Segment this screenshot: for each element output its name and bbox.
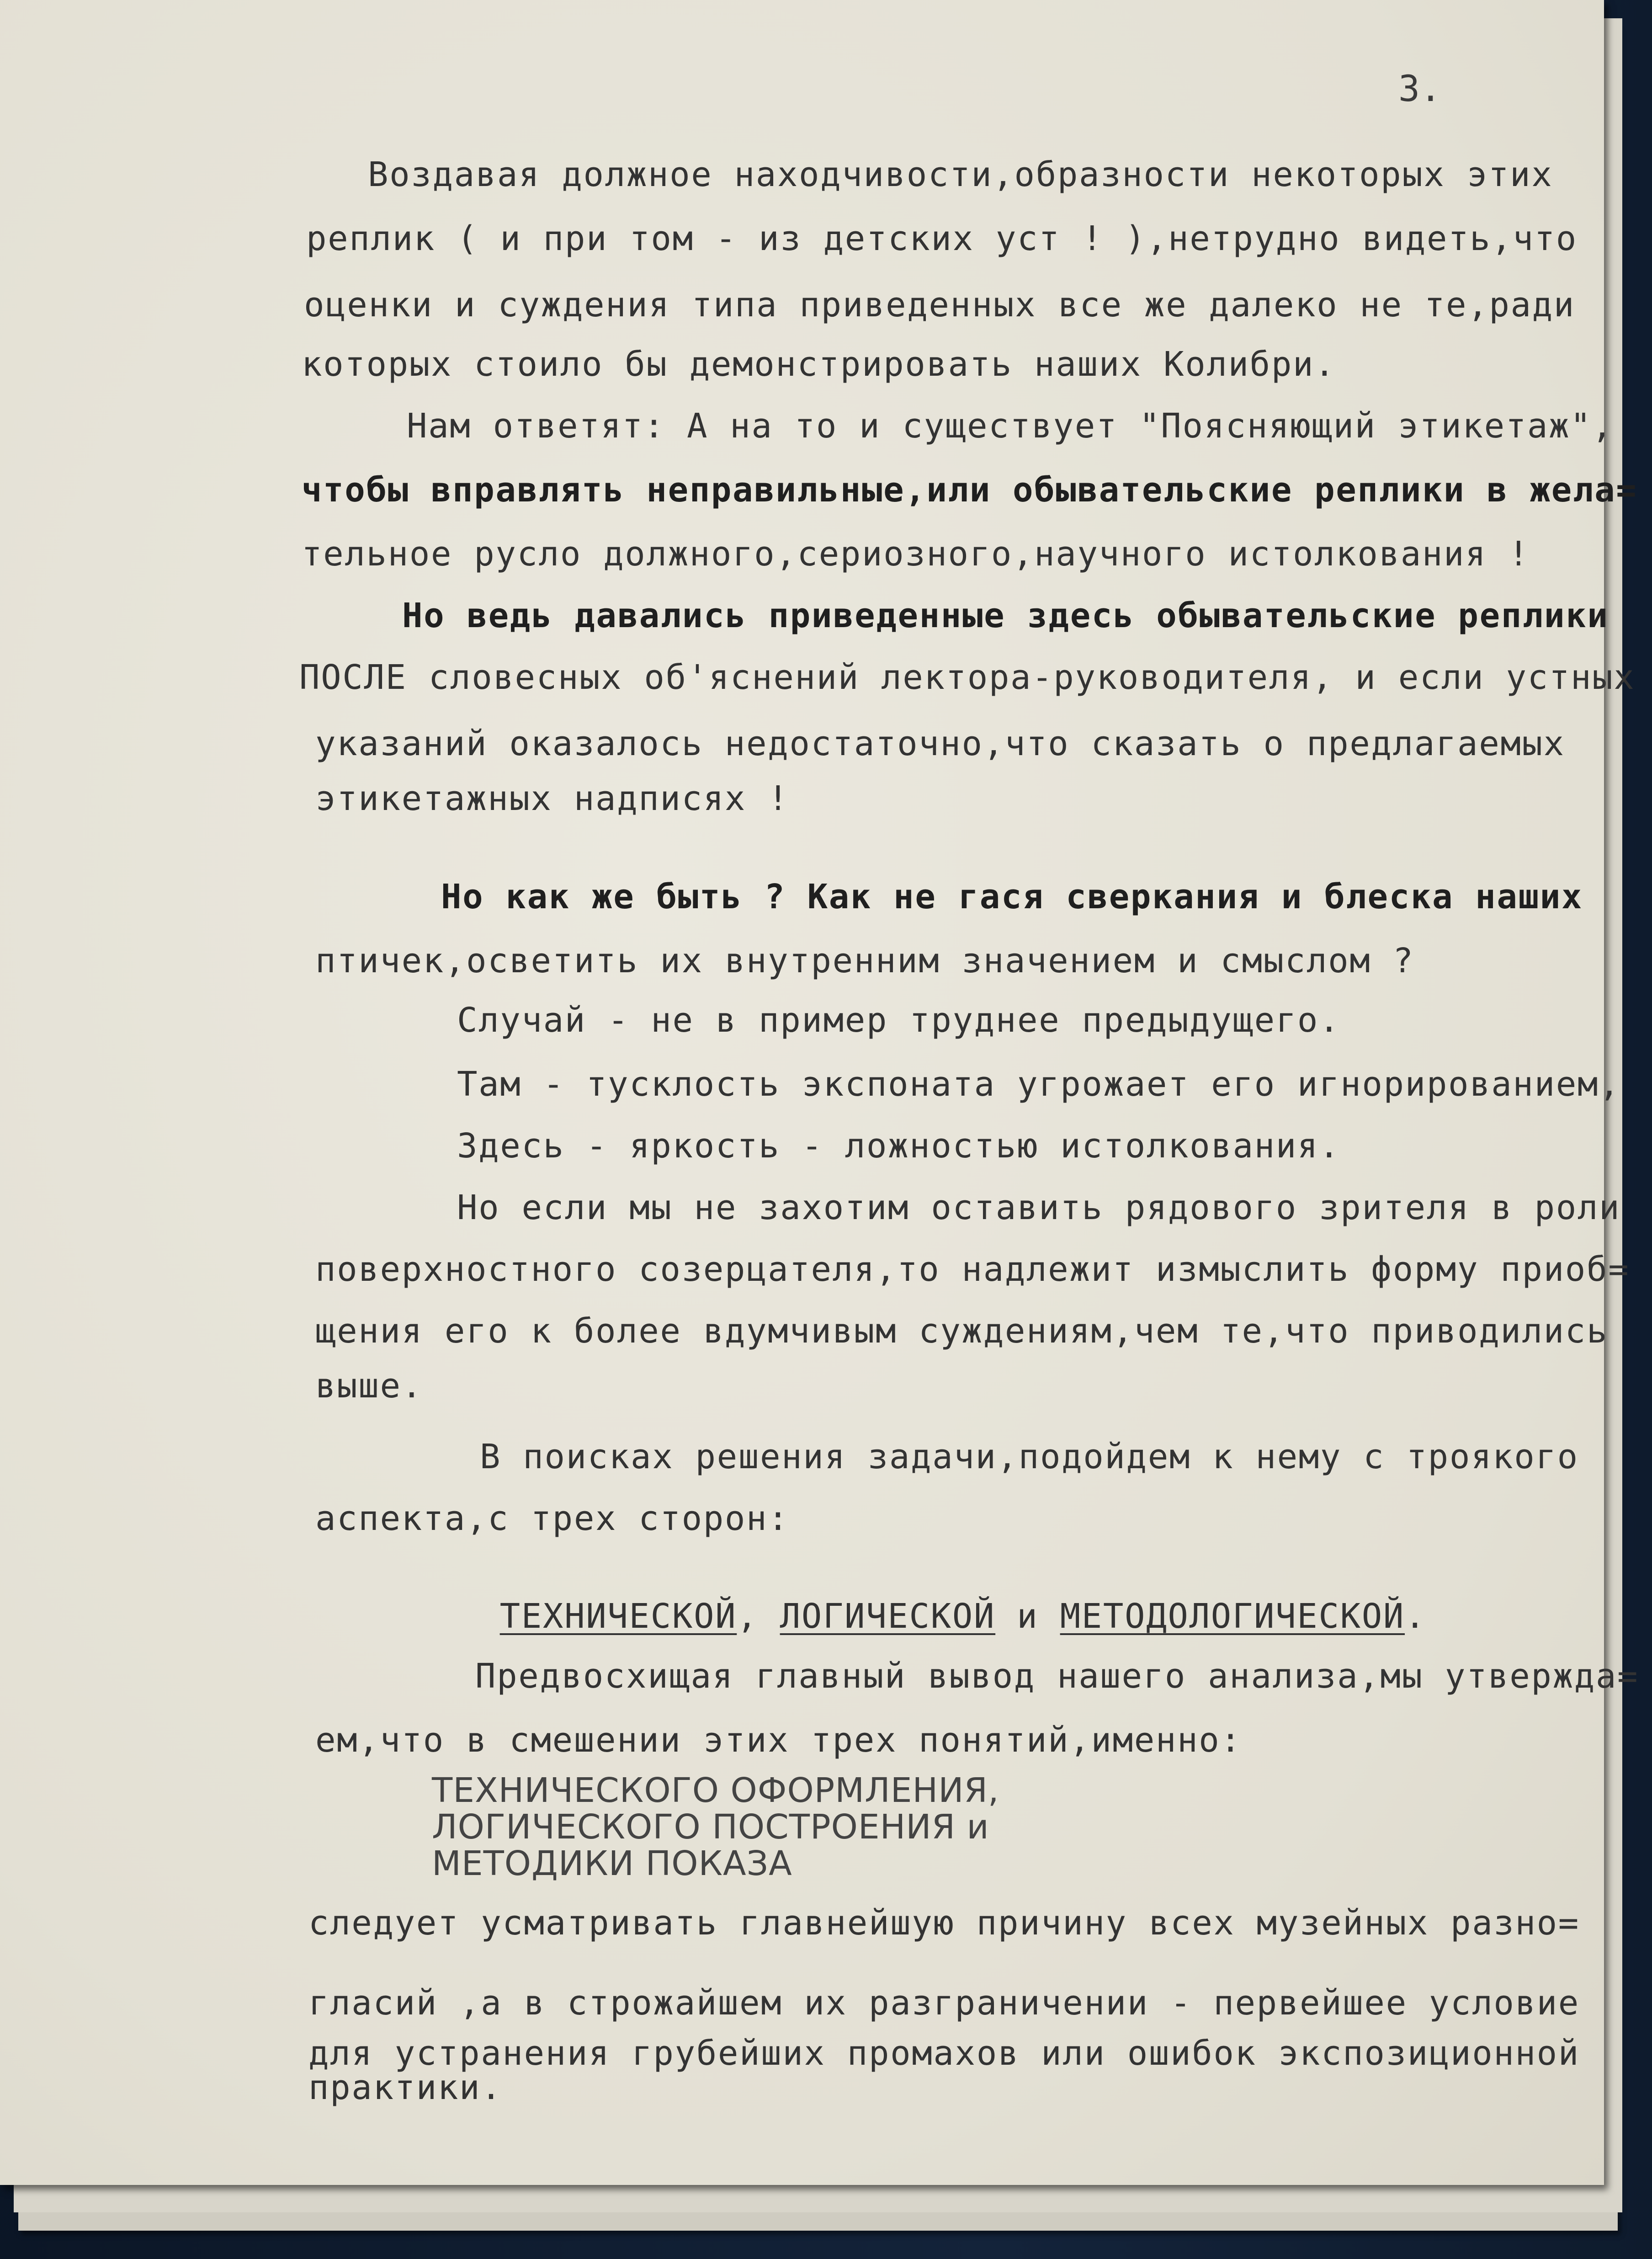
text-line: практики.: [308, 2068, 503, 2107]
aspect-separator: ,: [737, 1597, 759, 1636]
text-line: Там - тусклость экспоната угрожает его игнорированием,: [457, 1065, 1621, 1104]
text-line: щения его к более вдумчивым суждениям,чем те,что приводились: [315, 1311, 1609, 1351]
text-line: Предвосхищая главный вывод нашего анализа,мы утвержда=: [475, 1657, 1639, 1696]
aspect-conjunction: и: [1017, 1597, 1039, 1636]
text-line: гласий ,а в строжайшем их разграничении - первейшее условие: [308, 1983, 1580, 2023]
aspect-technical: ТЕХНИЧЕСКОЙ: [499, 1597, 737, 1636]
text-line: Здесь - яркость - ложностью истолкования.: [457, 1126, 1341, 1166]
text-line: ем,что в смешении этих трех понятий,именно:: [315, 1721, 1242, 1760]
concept-line: ТЕХНИЧЕСКОГО ОФОРМЛЕНИЯ,: [432, 1771, 999, 1810]
text-line: В поисках решения задачи,подойдем к нему с троякого: [480, 1437, 1579, 1476]
text-line: выше.: [315, 1366, 423, 1406]
text-line: реплик ( и при том - из детских уст ! ),нетрудно видеть,что: [306, 219, 1578, 258]
aspects-line: [414, 1566, 1426, 1667]
concept-line: ЛОГИЧЕСКОГО ПОСТРОЕНИЯ и: [432, 1807, 989, 1847]
text-line: Нам ответят: А на то и существует "Поясняющий этикетаж",: [407, 406, 1614, 446]
text-line: указаний оказалось недостаточно,что сказать о предлагаемых: [315, 724, 1565, 763]
text-line: аспекта,с трех сторон:: [315, 1499, 790, 1538]
text-line: Воздавая должное находчивости,образности некоторых этих: [368, 155, 1553, 194]
text-line: этикетажных надписях !: [315, 779, 790, 818]
text-line: Но ведь давались приведенные здесь обывательские реплики: [402, 596, 1609, 635]
text-line: Случай - не в пример труднее предыдущего.: [457, 1001, 1341, 1040]
aspect-methodological: МЕТОДОЛОГИЧЕСКОЙ: [1060, 1597, 1405, 1636]
text-line: чтобы вправлять неправильные,или обывательские реплики в жела=: [302, 470, 1638, 510]
aspect-period: .: [1405, 1597, 1427, 1636]
text-line: оценки и суждения типа приведенных все же далеко не те,ради: [304, 285, 1575, 325]
text-line: Но если мы не захотим оставить рядового зрителя в роли: [457, 1188, 1621, 1227]
text-line: для устранения грубейших промахов или ошибок экспозиционной: [308, 2034, 1580, 2073]
page-number: 3.: [1398, 69, 1441, 110]
text-line: ПОСЛЕ словесных об'яснений лектора-руководителя, и если устных: [299, 658, 1636, 697]
concept-line: МЕТОДИКИ ПОКАЗА: [432, 1844, 792, 1883]
text-line: Но как же быть ? Как не гася сверкания и блеска наших: [441, 877, 1583, 916]
text-line: тельное русло должного,сериозного,научного истолкования !: [302, 534, 1530, 574]
text-line: птичек,осветить их внутренним значением и смыслом ?: [315, 941, 1414, 980]
text-line: поверхностного созерцателя,то надлежит измыслить форму приоб=: [315, 1250, 1630, 1289]
aspect-logical: ЛОГИЧЕСКОЙ: [780, 1597, 996, 1636]
text-line: которых стоило бы демонстрировать наших Колибри.: [302, 345, 1336, 384]
text-line: следует усматривать главнейшую причину всех музейных разно=: [308, 1903, 1580, 1943]
